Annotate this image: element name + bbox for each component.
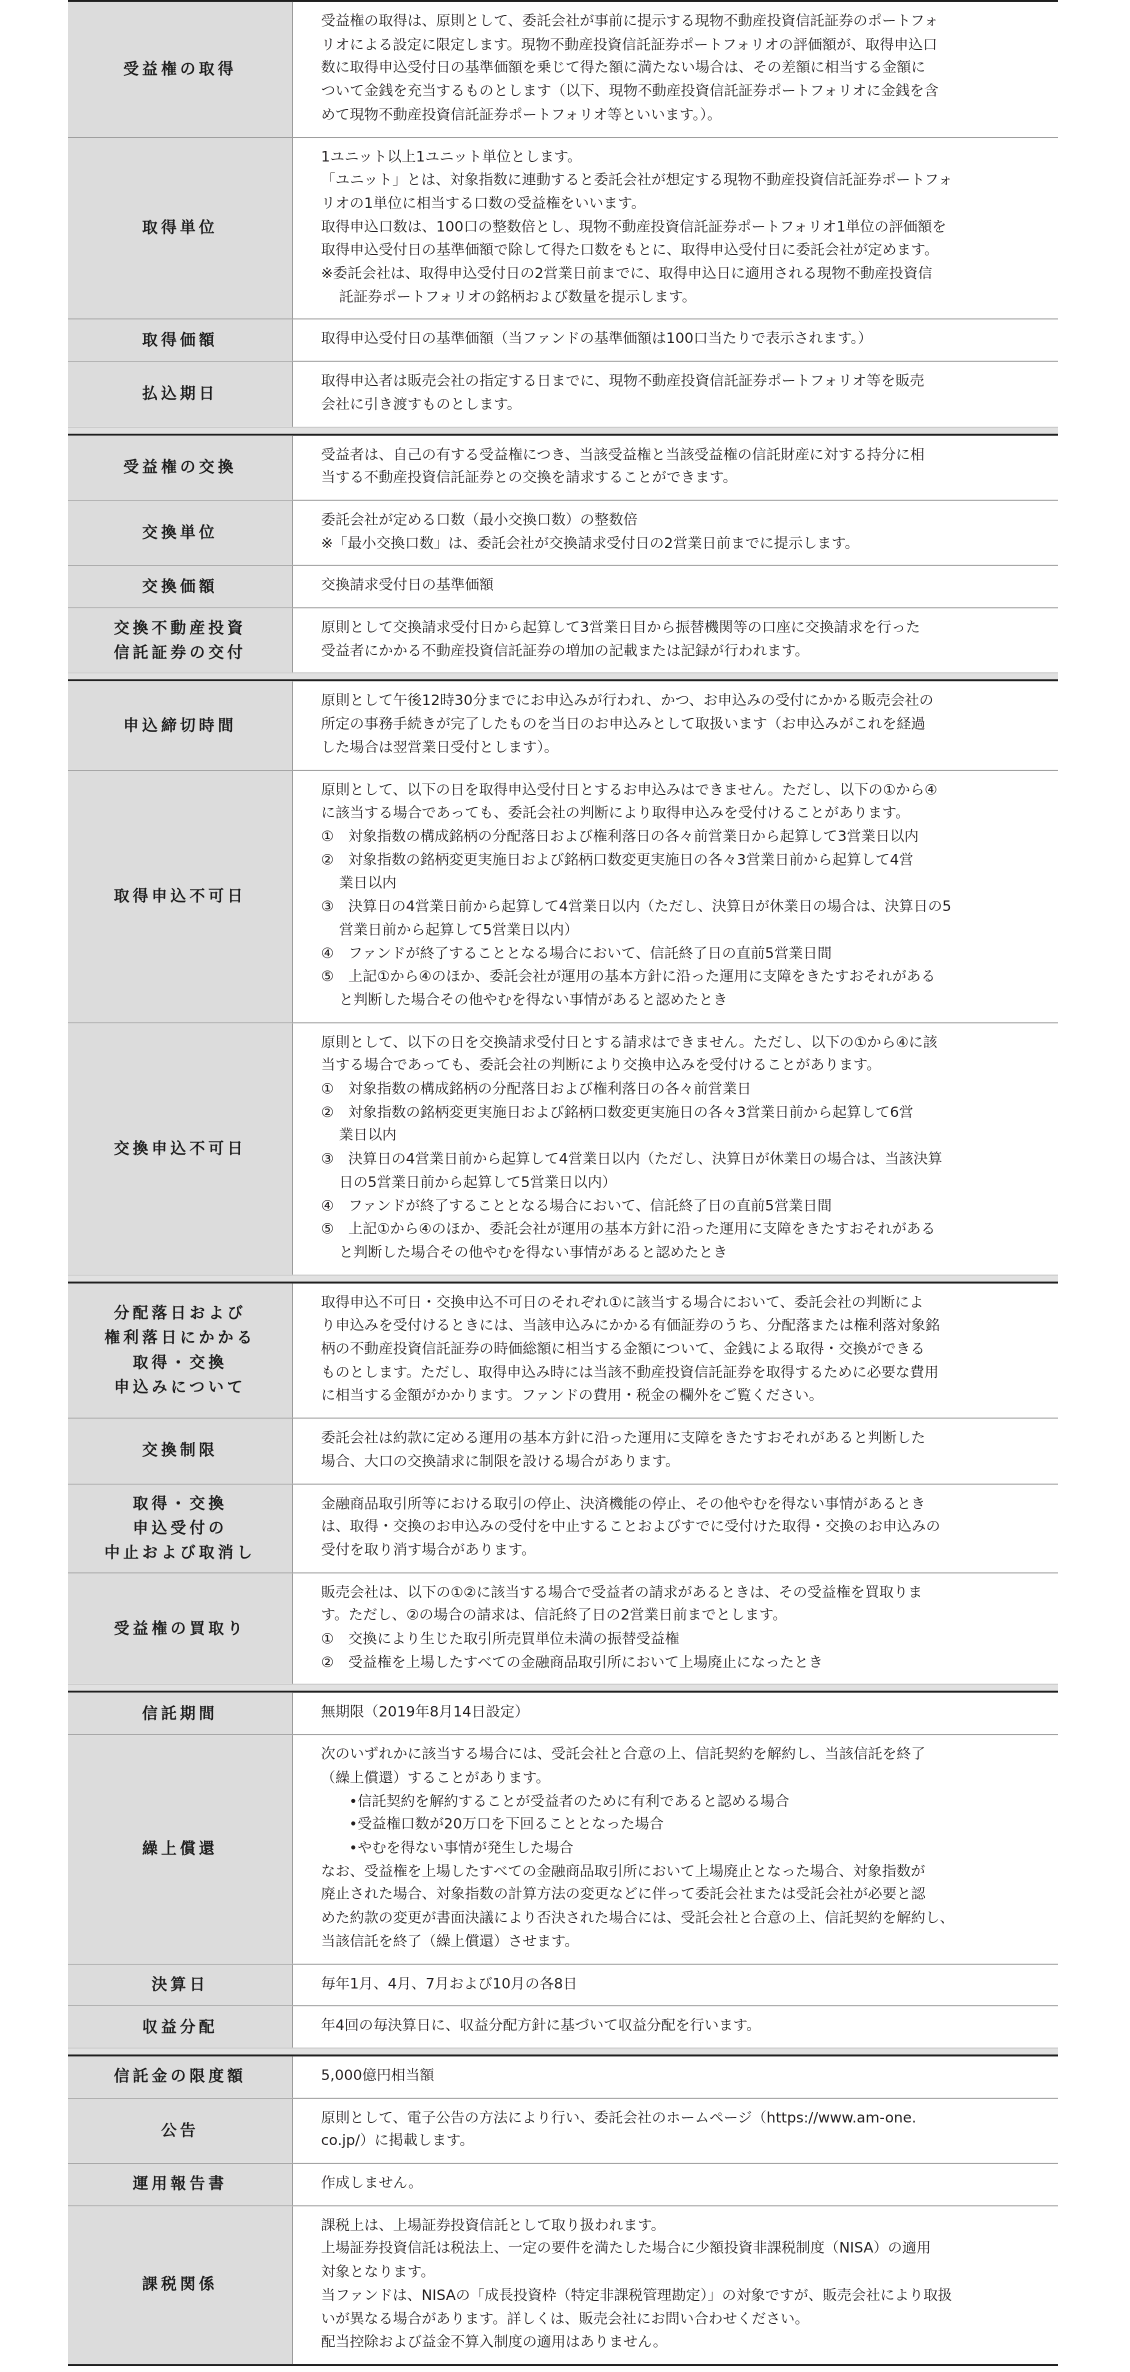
row-value-line: 当する場合であっても、委託会社の判断により交換申込みを受付けることがあります。: [321, 1058, 881, 1074]
row-value-line: 業日以内: [339, 1128, 397, 1144]
row-value-line: 場合、大口の交換請求に制限を設ける場合があります。: [321, 1453, 680, 1470]
row-value-line: ⑤ 上記①から④のほか、委託会社が運用の基本方針に沿った運用に支障をきたすおそれがある: [321, 1221, 936, 1238]
row-label: [68, 2056, 293, 2097]
fund-terms-table: [68, 0, 1058, 2366]
row-value: [293, 682, 1058, 770]
table-row: [68, 2164, 1058, 2206]
row-value: [293, 1573, 1058, 1684]
row-value-line: 原則として、以下の日を取得申込受付日とするお申込みはできません。ただし、以下の①から④: [321, 782, 938, 799]
row-value-line: （繰上償還）することがあります。: [321, 1770, 551, 1787]
row-value-line: 上場証券投資信託は税法上、一定の要件を満たした場合に少額投資非課税制度（NISA）の適用: [321, 2241, 931, 2258]
table-row: [68, 1419, 1058, 1484]
section-group: [68, 1281, 1058, 1684]
row-label: [68, 1693, 293, 1734]
row-value-line: した場合は翌営業日受付とします）。: [321, 740, 559, 757]
table-row: [68, 1693, 1058, 1735]
row-label-line: 課税関係: [142, 2275, 218, 2294]
section-divider: [68, 2047, 1058, 2054]
row-label-line: 信託金の限度額: [113, 2067, 247, 2086]
section-divider: [68, 1274, 1058, 1281]
row-value-line: 取得申込不可日・交換申込不可日のそれぞれ①に該当する場合において、委託会社の判断によ: [321, 1295, 924, 1311]
row-value-line: めて現物不動産投資信託証券ポートフォリオ等といいます。）。: [321, 107, 722, 124]
row-label: [68, 362, 293, 426]
row-value-line: 受益者にかかる不動産投資信託証券の増加の記載または記録が行われます。: [321, 643, 810, 660]
row-value-line: ② 対象指数の銘柄変更実施日および銘柄口数変更実施日の各々3営業日前から起算して4営: [321, 852, 914, 869]
row-label: [68, 2098, 293, 2162]
row-label: [68, 320, 293, 361]
row-value-line: 毎年1月、4月、7月および10月の各8日: [321, 1976, 578, 1992]
row-value-line: 柄の不動産投資信託証券の時価総額に相当する金額について、金銭による取得・交換ができる: [321, 1341, 925, 1358]
row-label-line: 決算日: [151, 1975, 209, 1994]
row-value: [293, 1964, 1058, 2005]
table-row: [68, 1735, 1058, 1964]
row-label-line: 受益権の取得: [123, 59, 237, 78]
row-label-line: 繰上償還: [142, 1839, 218, 1858]
row-label: [68, 566, 293, 607]
row-value: [293, 362, 1058, 426]
row-value: [293, 608, 1058, 672]
row-value-line: ものとします。ただし、取得申込み時には当該不動産投資信託証券を取得するために必要な費用: [321, 1365, 939, 1381]
row-label-line: 受益権の交換: [123, 458, 237, 476]
row-value-line: 受益権の取得は、原則として、委託会社が事前に提示する現物不動産投資信託証券のポートフォ: [321, 13, 939, 30]
row-value-line: 日の5営業日前から起算して5営業日以内）: [339, 1174, 617, 1191]
row-label: [68, 608, 293, 672]
row-label-line: 申込締切時間: [123, 716, 237, 734]
section-group: [68, 2054, 1058, 2366]
row-value-line: と判断した場合その他やむを得ない事情があると認めたとき: [339, 1245, 728, 1261]
row-value-line: 配当控除および益金不算入制度の適用はありません。: [321, 2334, 668, 2351]
row-value-line: 所定の事務手続きが完了したものを当日のお申込みとして取扱います（お申込みがこれを経過: [321, 716, 926, 733]
row-label-line: 分配落日および: [113, 1304, 247, 1322]
row-value-line: ⑤ 上記①から④のほか、委託会社が運用の基本方針に沿った運用に支障をきたすおそれがある: [321, 969, 936, 986]
row-label-line: 中止および取消し: [104, 1543, 256, 1562]
row-label: [68, 1283, 293, 1418]
row-value-line: 託証券ポートフォリオの銘柄および数量を提示します。: [339, 289, 697, 306]
row-value-line: めた約款の変更が書面決議により否決された場合には、受託会社と合意の上、信託契約を解約し、: [321, 1910, 955, 1927]
row-label-line: 取得・交換: [132, 1494, 228, 1512]
row-value-line: ④ ファンドが終了することとなる場合において、信託終了日の直前5営業日間: [321, 1198, 832, 1215]
row-value-line: 次のいずれかに該当する場合には、受託会社と合意の上、信託契約を解約し、当該信託を終了: [321, 1747, 926, 1763]
row-label: [68, 501, 293, 565]
row-value-line: 原則として、以下の日を交換請求受付日とする請求はできません。ただし、以下の①から④に該: [321, 1034, 938, 1051]
row-label-line: 収益分配: [142, 2017, 218, 2036]
row-value-line: ※「最小交換口数」は、委託会社が交換請求受付日の2営業日前までに提示します。: [321, 535, 860, 552]
row-value: [293, 320, 1058, 361]
row-value-line: す。ただし、②の場合の請求は、信託終了日の2営業日前までとします。: [321, 1608, 787, 1625]
row-label: [68, 682, 293, 770]
row-value: [293, 1023, 1058, 1274]
table-row: [68, 1964, 1058, 2006]
row-value-line: 販売会社は、以下の①②に該当する場合で受益者の請求があるときは、その受益権を買取りま: [321, 1584, 923, 1601]
row-value-line: ④ ファンドが終了することとなる場合において、信託終了日の直前5営業日間: [321, 945, 832, 962]
row-value: [293, 138, 1058, 319]
row-value-line: に該当する場合であっても、委託会社の判断により取得申込みを受付けることがあります。: [321, 805, 910, 822]
row-value-line: •受益権口数が20万口を下回ることとなった場合: [349, 1817, 664, 1833]
row-value-line: 「ユニット」とは、対象指数に連動すると委託会社が想定する現物不動産投資信託証券ポートフォ: [321, 172, 953, 189]
row-label-line: 信託証券の交付: [113, 643, 247, 662]
row-value-line: 原則として午後12時30分までにお申込みが行われ、かつ、お申込みの受付にかかる販売会社の: [321, 693, 934, 710]
row-value-line: 取得申込受付日の基準価額（当ファンドの基準価額は100口当たりで表示されます。）: [321, 331, 873, 348]
row-label-line: 取得申込不可日: [113, 886, 247, 905]
row-value: [293, 771, 1058, 1022]
row-value-line: ③ 決算日の4営業日前から起算して4営業日以内（ただし、決算日が休業日の場合は、当該決算: [321, 1151, 943, 1168]
table-row: [68, 566, 1058, 608]
table-row: [68, 320, 1058, 362]
row-value-line: 数に取得申込受付日の基準価額を乗じて得た額に満たない場合は、その差額に相当する金額に: [321, 60, 926, 77]
row-label-line: 取得単位: [142, 218, 218, 237]
row-label: [68, 1573, 293, 1684]
row-value-line: 当ファンドは、NISAの「成長投資枠（特定非課税管理勘定）」の対象ですが、販売会社により取扱: [321, 2287, 953, 2304]
row-label-line: 運用報告書: [132, 2175, 228, 2193]
row-label-line: 交換単位: [142, 523, 218, 542]
table-row: [68, 501, 1058, 566]
row-value-line: 業日以内: [339, 875, 397, 892]
table-row: [68, 2098, 1058, 2163]
row-label: [68, 435, 293, 499]
table-row: [68, 362, 1058, 426]
row-value-line: 課税上は、上場証券投資信託として取り扱われます。: [321, 2217, 666, 2234]
table-row: [68, 2206, 1058, 2364]
row-value-line: と判断した場合その他やむを得ない事情があると認めたとき: [339, 992, 728, 1009]
row-value-line: 委託会社は約款に定める運用の基本方針に沿った運用に支障をきたすおそれがあると判断した: [321, 1430, 926, 1447]
row-label-line: 公告: [161, 2121, 199, 2140]
row-value-line: 委託会社が定める口数（最小交換口数）の整数倍: [321, 512, 638, 529]
row-label: [68, 2164, 293, 2205]
row-label-line: 交換申込不可日: [113, 1139, 247, 1157]
row-value-line: に相当する金額がかかります。ファンドの費用・税金の欄外をご覧ください。: [321, 1388, 824, 1405]
row-value-line: 取得申込者は販売会社の指定する日までに、現物不動産投資信託証券ポートフォリオ等を販売: [321, 373, 925, 390]
row-value: [293, 1419, 1058, 1483]
row-label-line: 取得・交換: [132, 1353, 228, 1372]
row-value-line: 原則として交換請求受付日から起算して3営業日目から振替機関等の口座に交換請求を行った: [321, 620, 921, 636]
row-value-line: 対象となります。: [321, 2264, 435, 2281]
row-label-line: 払込期日: [142, 384, 218, 403]
row-value: [293, 1283, 1058, 1418]
row-value-line: は、取得・交換のお申込みの受付を中止することおよびすでに受付けた取得・交換のお申込みの: [321, 1519, 941, 1536]
row-value-line: co.jp/）に掲載します。: [321, 2133, 474, 2150]
table-row: [68, 1573, 1058, 1684]
row-value-line: 交換請求受付日の基準価額: [321, 578, 494, 594]
row-value-line: 廃止された場合、対象指数の計算方法の変更などに伴って委託会社または受託会社が必要と認: [321, 1887, 926, 1904]
row-value-line: 営業日前から起算して5営業日以内）: [339, 922, 579, 939]
row-label-line: 取得価額: [142, 331, 218, 349]
row-label: [68, 1023, 293, 1274]
section-group: [68, 680, 1058, 1275]
row-value-line: •信託契約を解約することが受益者のために有利であると認める場合: [349, 1793, 790, 1810]
row-value-line: ※委託会社は、取得申込受付日の2営業日前までに、取得申込日に適用される現物不動産投資信: [321, 266, 933, 282]
row-value-line: なお、受益権を上場したすべての金融商品取引所において上場廃止となった場合、対象指数が: [321, 1863, 926, 1880]
row-value-line: 無期限（2019年8月14日設定）: [321, 1704, 529, 1721]
row-label: [68, 1419, 293, 1483]
row-value-line: 年4回の毎決算日に、収益分配方針に基づいて収益分配を行います。: [321, 2018, 761, 2034]
row-value-line: ② 受益権を上場したすべての金融商品取引所において上場廃止になったとき: [321, 1654, 823, 1671]
row-value: [293, 435, 1058, 499]
row-label: [68, 2, 293, 137]
row-value: [293, 566, 1058, 607]
row-value: [293, 2206, 1058, 2364]
section-divider: [68, 673, 1058, 680]
row-label-line: 交換制限: [142, 1441, 218, 1460]
row-value: [293, 1735, 1058, 1963]
row-value-line: ③ 決算日の4営業日前から起算して4営業日以内（ただし、決算日が休業日の場合は、決算日の5: [321, 899, 952, 915]
row-label-line: 信託期間: [142, 1704, 218, 1723]
table-row: [68, 138, 1058, 320]
row-label-line: 権利落日にかかる: [104, 1328, 256, 1347]
row-value-line: いが異なる場合があります。詳しくは、販売会社にお問い合わせください。: [321, 2311, 810, 2328]
row-value: [293, 2098, 1058, 2162]
row-label: [68, 1484, 293, 1572]
row-label-line: 受益権の買取り: [113, 1619, 247, 1638]
table-row: [68, 1484, 1058, 1573]
row-value-line: ついて金銭を充当するものとします（以下、現物不動産投資信託証券ポートフォリオに金銭を含: [321, 83, 939, 100]
row-value-line: ① 対象指数の構成銘柄の分配落日および権利落日の各々前営業日から起算して3営業日以内: [321, 829, 919, 845]
row-value-line: 受益者は、自己の有する受益権につき、当該受益権と当該受益権の信託財産に対する持分に相: [321, 447, 925, 463]
row-value-line: 5,000億円相当額: [321, 2068, 435, 2084]
row-value: [293, 1484, 1058, 1572]
row-label: [68, 1735, 293, 1963]
row-value: [293, 1693, 1058, 1734]
section-divider: [68, 1684, 1058, 1691]
table-row: [68, 2, 1058, 138]
row-value: [293, 2006, 1058, 2047]
row-label-line: 交換不動産投資: [113, 618, 247, 637]
table-row: [68, 1023, 1058, 1274]
row-value-line: り申込みを受付けるときには、当該申込みにかかる有価証券のうち、分配落または権利落対象銘: [321, 1318, 940, 1335]
row-value: [293, 2, 1058, 137]
section-divider: [68, 426, 1058, 433]
row-label: [68, 771, 293, 1022]
row-value-line: 当該信託を終了（繰上償還）させます。: [321, 1934, 579, 1950]
table-row: [68, 435, 1058, 500]
row-label-line: 交換価額: [142, 577, 218, 596]
row-value-line: 取得申込受付日の基準価額で除して得た口数をもとに、取得申込受付日に委託会社が定めます。: [321, 242, 939, 259]
row-value-line: リオによる設定に限定します。現物不動産投資信託証券ポートフォリオの評価額が、取得申込口: [321, 37, 938, 53]
row-value-line: 取得申込口数は、100口の整数倍とし、現物不動産投資信託証券ポートフォリオ1単位の評価額を: [321, 219, 947, 236]
row-value-line: 作成しません。: [321, 2175, 423, 2192]
row-value-line: ① 交換により生じた取引所売買単位未満の振替受益権: [321, 1631, 680, 1648]
row-value-line: 当する不動産投資信託証券との交換を請求することができます。: [321, 470, 738, 487]
row-value: [293, 2164, 1058, 2205]
row-value-line: 1ユニット以上1ユニット単位とします。: [321, 149, 582, 166]
row-value-line: 受付を取り消す場合があります。: [321, 1542, 536, 1559]
row-value: [293, 2056, 1058, 2097]
row-value-line: •やむを得ない事情が発生した場合: [349, 1840, 574, 1857]
section-group: [68, 1691, 1058, 2047]
row-label-line: 申込受付の: [132, 1518, 228, 1537]
row-value-line: 会社に引き渡すものとします。: [321, 397, 522, 413]
table-row: [68, 1283, 1058, 1419]
table-row: [68, 608, 1058, 672]
row-value-line: 原則として、電子公告の方法により行い、委託会社のホームページ（https://www.am-one.: [321, 2110, 917, 2127]
row-label: [68, 2006, 293, 2047]
row-value-line: ① 対象指数の構成銘柄の分配落日および権利落日の各々前営業日: [321, 1081, 752, 1098]
row-value-line: 金融商品取引所等における取引の停止、決済機能の停止、その他やむを得ない事情があるとき: [321, 1496, 926, 1512]
section-group: [68, 433, 1058, 672]
row-label-line: 申込みについて: [113, 1378, 247, 1396]
row-value: [293, 501, 1058, 565]
section-group: [68, 0, 1058, 426]
row-value-line: リオの1単位に相当する口数の受益権をいいます。: [321, 196, 646, 212]
table-row: [68, 2006, 1058, 2047]
row-label: [68, 1964, 293, 2005]
row-label: [68, 2206, 293, 2364]
table-row: [68, 771, 1058, 1023]
row-label: [68, 138, 293, 319]
table-row: [68, 2056, 1058, 2098]
table-row: [68, 682, 1058, 771]
row-value-line: ② 対象指数の銘柄変更実施日および銘柄口数変更実施日の各々3営業日前から起算して6営: [321, 1104, 914, 1121]
